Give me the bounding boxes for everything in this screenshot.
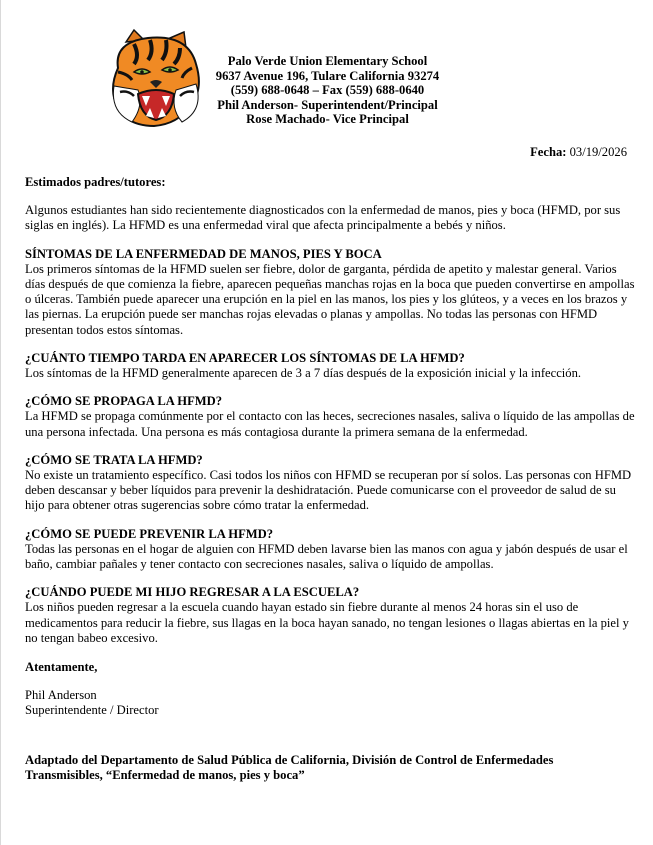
section-heading: ¿CUÁNTO TIEMPO TARDA EN APARECER LOS SÍNTOMAS DE LA HFMD? xyxy=(25,350,465,365)
letterhead xyxy=(205,54,450,127)
tiger-mascot-icon xyxy=(104,28,206,132)
attribution-line-2: Transmisibles, “Enfermedad de manos, pies y boca” xyxy=(25,767,305,782)
date-value: 03/19/2026 xyxy=(569,145,627,159)
section-body: Los síntomas de la HFMD generalmente aparecen de 3 a 7 días después de la exposición inicial y la infección. xyxy=(25,366,582,381)
section-heading: ¿CUÁNDO PUEDE MI HIJO REGRESAR A LA ESCUELA? xyxy=(25,585,360,600)
intro-paragraph: Algunos estudiantes han sido recientemente diagnosticados con la enfermedad de manos, pies y boca (HFMD, por sus siglas en inglés). La HFMD es una enfermedad viral que afecta principalmente a bebés y niños. xyxy=(25,203,621,233)
date-label: Fecha: xyxy=(530,145,567,159)
section-heading: ¿CÓMO SE PUEDE PREVENIR LA HFMD? xyxy=(25,526,274,541)
letter-date xyxy=(530,145,627,160)
section-treatment xyxy=(25,453,635,514)
vice-principal-line: Rose Machado- Vice Principal xyxy=(246,112,409,127)
school-name: Palo Verde Union Elementary School xyxy=(227,54,428,68)
signature-block xyxy=(25,688,635,718)
closing: Atentamente, xyxy=(25,660,98,675)
section-symptoms xyxy=(25,247,635,338)
superintendent-line: Phil Anderson- Superintendent/Principal xyxy=(217,97,438,112)
section-body: Todas las personas en el hogar de alguien con HFMD deben lavarse bien las manos con agua y jabón después de usar el baño, cambiar pañales y tener contacto con secreciones nasales, saliva o líquido de ampollas. xyxy=(25,541,628,572)
page-edge xyxy=(0,0,1,845)
section-return-to-school xyxy=(25,585,635,646)
signature-title: Superintendente / Director xyxy=(25,703,159,718)
letter-body xyxy=(25,175,635,783)
section-incubation xyxy=(25,351,635,381)
attribution-line-1: Adaptado del Departamento de Salud Pública de California, División de Control de Enfermedades xyxy=(25,752,554,767)
section-body: Los niños pueden regresar a la escuela cuando hayan estado sin fiebre durante al menos 24 horas sin el uso de medicamentos para reducir la fiebre, sus llagas en la boca hayan sanado, no tengan lesiones o llagas abiertas en la piel y no tengan babeo excesivo. xyxy=(25,600,629,645)
section-body: Los primeros síntomas de la HFMD suelen ser fiebre, dolor de garganta, pérdida de apetito y malestar general. Varios días después de que comienza la fiebre, aparecen pequeñas manchas rojas en la boca que pueden convertirse en ampollas o úlceras. También puede aparecer una erupción en la piel en las manos, los pies y los glúteos, y a veces en los brazos y las piernas. La erupción puede ser manchas rojas elevadas o planas y ampollas. No todas las personas con HFMD presentan todos estos síntomas. xyxy=(25,261,635,337)
signature-name: Phil Anderson xyxy=(25,688,97,703)
section-heading: ¿CÓMO SE PROPAGA LA HFMD? xyxy=(25,394,223,409)
section-body: No existe un tratamiento específico. Casi todos los niños con HFMD se recuperan por sí solos. Las personas con HFMD deben descansar y beber líquidos para prevenir la deshidratación. Puede comunicarse con el proveedor de salud de su hijo para obtener otras sugerencias sobre cómo tratar la enfermedad. xyxy=(25,468,632,513)
school-address: 9637 Avenue 196, Tulare California 93274 xyxy=(215,68,440,83)
section-spread xyxy=(25,394,635,440)
greeting: Estimados padres/tutores: xyxy=(25,175,166,189)
section-heading: SÍNTOMAS DE LA ENFERMEDAD DE MANOS, PIES Y BOCA xyxy=(25,246,382,261)
section-heading: ¿CÓMO SE TRATA LA HFMD? xyxy=(25,452,203,467)
school-phone-fax: (559) 688-0648 – Fax (559) 688-0640 xyxy=(230,83,425,98)
source-attribution xyxy=(25,753,635,783)
section-body: La HFMD se propaga comúnmente por el contacto con las heces, secreciones nasales, saliva o líquido de las ampollas de una persona infectada. Una persona es más contagiosa durante la primera semana de la enfermedad. xyxy=(25,409,635,439)
section-prevention xyxy=(25,527,635,573)
